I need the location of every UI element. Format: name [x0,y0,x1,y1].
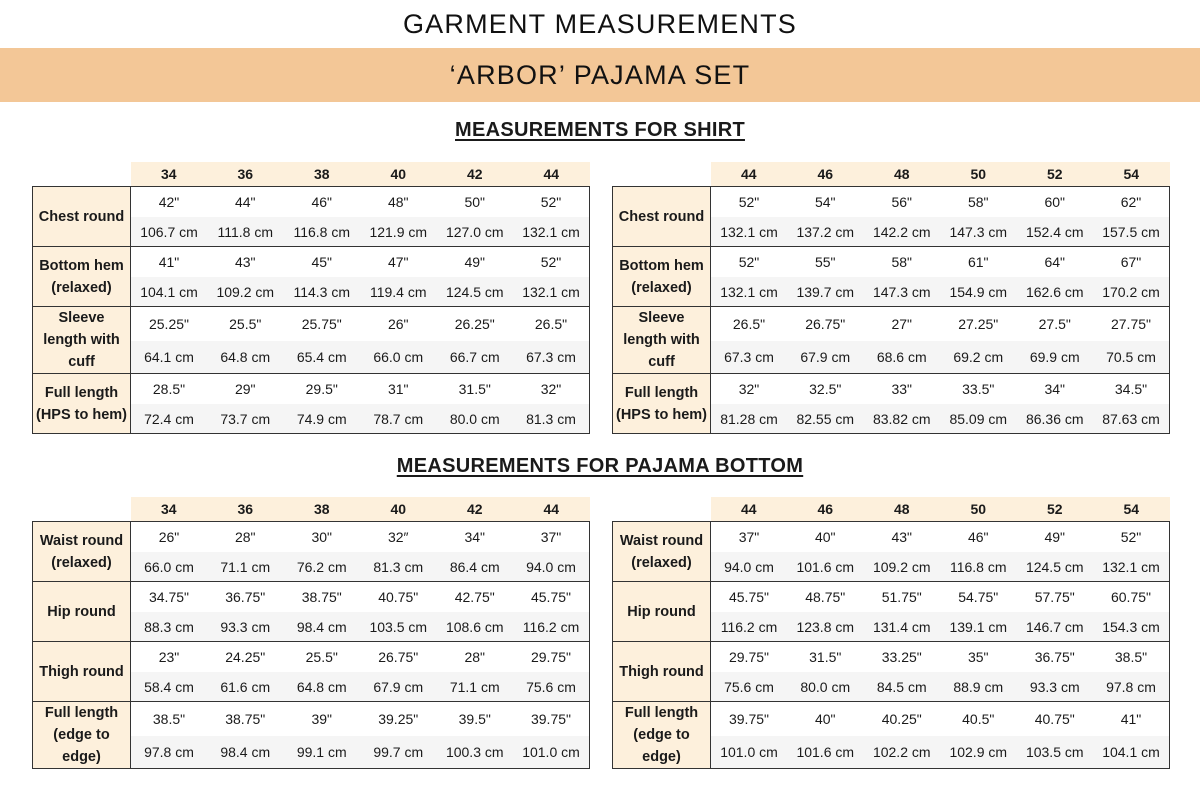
shirt-table-small-sizes [32,162,590,434]
value-cm: 101.6 cm [787,552,864,582]
value-cm: 84.5 cm [864,672,941,702]
value-inches: 27.25" [940,307,1017,341]
value-inches: 33.25" [864,642,941,673]
value-inches: 26" [131,522,208,553]
value-inches: 62" [1093,187,1170,218]
corner-cell [33,162,131,187]
value-cm: 86.4 cm [437,552,514,582]
value-inches: 39.75" [711,702,788,736]
value-inches: 31.5" [437,374,514,405]
shirt-table-large-sizes [612,162,1170,434]
value-cm: 64.8 cm [284,672,361,702]
value-inches: 26.25" [437,307,514,341]
value-inches: 27" [864,307,941,341]
value-inches: 46" [940,522,1017,553]
value-inches: 50" [437,187,514,218]
value-inches: 26.5" [711,307,788,341]
value-inches: 23" [131,642,208,673]
value-cm: 94.0 cm [711,552,788,582]
value-cm: 74.9 cm [284,404,361,434]
measurement-row-inches [613,307,1170,341]
value-cm: 66.7 cm [437,341,514,374]
value-cm: 124.5 cm [437,277,514,307]
size-header: 44 [711,497,788,522]
value-inches: 32" [711,374,788,405]
value-inches: 67" [1093,247,1170,278]
value-cm: 87.63 cm [1093,404,1170,434]
value-inches: 32.5" [787,374,864,405]
value-cm: 157.5 cm [1093,217,1170,247]
value-cm: 100.3 cm [437,736,514,769]
value-cm: 69.9 cm [1017,341,1094,374]
measurement-row-inches [33,642,590,673]
size-header: 48 [864,497,941,522]
size-header: 54 [1093,162,1170,187]
value-cm: 101.6 cm [787,736,864,769]
value-inches: 41" [1093,702,1170,736]
value-inches: 41" [131,247,208,278]
size-header: 36 [207,497,284,522]
measurement-label: Waist round (relaxed) [613,522,711,582]
value-inches: 52" [1093,522,1170,553]
value-inches: 54.75" [940,582,1017,613]
value-cm: 97.8 cm [131,736,208,769]
measurement-row-inches [613,642,1170,673]
value-inches: 32" [513,374,590,405]
value-inches: 38.75" [207,702,284,736]
value-cm: 64.8 cm [207,341,284,374]
measurement-label: Waist round (relaxed) [33,522,131,582]
value-cm: 132.1 cm [513,217,590,247]
value-inches: 38.5" [131,702,208,736]
value-cm: 114.3 cm [284,277,361,307]
value-inches: 40.75" [1017,702,1094,736]
value-inches: 25.5" [284,642,361,673]
value-cm: 132.1 cm [711,217,788,247]
value-cm: 147.3 cm [864,277,941,307]
value-inches: 38.5" [1093,642,1170,673]
value-cm: 75.6 cm [711,672,788,702]
value-inches: 31" [360,374,437,405]
value-cm: 99.1 cm [284,736,361,769]
value-inches: 40.75" [360,582,437,613]
value-cm: 103.5 cm [360,612,437,642]
measurement-row-inches [33,374,590,405]
value-cm: 76.2 cm [284,552,361,582]
value-cm: 67.3 cm [513,341,590,374]
value-inches: 37" [513,522,590,553]
value-cm: 116.2 cm [711,612,788,642]
value-cm: 67.3 cm [711,341,788,374]
value-inches: 58" [940,187,1017,218]
value-inches: 47" [360,247,437,278]
measurement-label: Chest round [33,187,131,247]
size-header-row [33,162,590,187]
value-inches: 27.5" [1017,307,1094,341]
value-cm: 132.1 cm [513,277,590,307]
value-inches: 58" [864,247,941,278]
product-banner [0,48,1200,102]
value-inches: 25.5" [207,307,284,341]
value-inches: 54" [787,187,864,218]
value-inches: 26" [360,307,437,341]
value-cm: 137.2 cm [787,217,864,247]
value-inches: 40.5" [940,702,1017,736]
value-cm: 72.4 cm [131,404,208,434]
measurement-label: Full length (HPS to hem) [613,374,711,434]
value-cm: 61.6 cm [207,672,284,702]
measurement-label: Full length (edge to edge) [33,702,131,769]
value-cm: 108.6 cm [437,612,514,642]
value-inches: 39.5" [437,702,514,736]
value-cm: 71.1 cm [207,552,284,582]
measurement-row-inches [33,522,590,553]
size-header: 44 [513,497,590,522]
value-cm: 88.9 cm [940,672,1017,702]
value-inches: 52" [711,247,788,278]
size-header: 42 [437,162,514,187]
value-inches: 45" [284,247,361,278]
value-inches: 52" [513,187,590,218]
value-inches: 29" [207,374,284,405]
size-header: 44 [711,162,788,187]
value-cm: 132.1 cm [1093,552,1170,582]
value-inches: 40" [787,522,864,553]
value-cm: 121.9 cm [360,217,437,247]
value-cm: 64.1 cm [131,341,208,374]
measurement-label: Thigh round [33,642,131,702]
value-inches: 29.75" [513,642,590,673]
value-cm: 80.0 cm [787,672,864,702]
size-header: 36 [207,162,284,187]
value-cm: 75.6 cm [513,672,590,702]
size-header: 50 [940,162,1017,187]
corner-cell [613,162,711,187]
measurement-row-inches [33,187,590,218]
value-inches: 43" [207,247,284,278]
measurement-row-inches [613,247,1170,278]
value-inches: 57.75" [1017,582,1094,613]
value-cm: 139.1 cm [940,612,1017,642]
value-cm: 93.3 cm [1017,672,1094,702]
measurement-label: Bottom hem (relaxed) [33,247,131,307]
value-inches: 60.75" [1093,582,1170,613]
value-inches: 39.25" [360,702,437,736]
value-inches: 42" [131,187,208,218]
size-header: 44 [513,162,590,187]
value-cm: 80.0 cm [437,404,514,434]
measurement-label: Full length (HPS to hem) [33,374,131,434]
value-cm: 104.1 cm [1093,736,1170,769]
value-cm: 88.3 cm [131,612,208,642]
size-header-row [33,497,590,522]
value-cm: 103.5 cm [1017,736,1094,769]
value-cm: 70.5 cm [1093,341,1170,374]
value-cm: 116.8 cm [940,552,1017,582]
size-header-row [613,497,1170,522]
measurement-label: Full length (edge to edge) [613,702,711,769]
value-cm: 109.2 cm [207,277,284,307]
product-name: ‘ARBOR’ PAJAMA SET [449,59,751,90]
value-cm: 146.7 cm [1017,612,1094,642]
value-cm: 106.7 cm [131,217,208,247]
bottom-table-large-sizes [612,497,1170,769]
value-inches: 43" [864,522,941,553]
measurement-row-inches [33,307,590,341]
value-inches: 42.75" [437,582,514,613]
value-inches: 49" [1017,522,1094,553]
value-inches: 36.75" [207,582,284,613]
value-inches: 27.75" [1093,307,1170,341]
value-cm: 124.5 cm [1017,552,1094,582]
measurement-row-inches [33,582,590,613]
value-inches: 26.5" [513,307,590,341]
value-cm: 154.9 cm [940,277,1017,307]
measurement-row-inches [613,702,1170,736]
value-inches: 35" [940,642,1017,673]
value-cm: 78.7 cm [360,404,437,434]
value-inches: 39" [284,702,361,736]
measurement-row-inches [613,582,1170,613]
value-inches: 64" [1017,247,1094,278]
size-header: 40 [360,162,437,187]
value-cm: 123.8 cm [787,612,864,642]
value-inches: 51.75" [864,582,941,613]
corner-cell [33,497,131,522]
value-cm: 67.9 cm [787,341,864,374]
value-cm: 119.4 cm [360,277,437,307]
size-header: 34 [131,162,208,187]
value-cm: 97.8 cm [1093,672,1170,702]
value-cm: 98.4 cm [284,612,361,642]
value-inches: 61" [940,247,1017,278]
value-inches: 34" [437,522,514,553]
measurement-label: Sleeve length with cuff [613,307,711,374]
value-inches: 49" [437,247,514,278]
value-cm: 162.6 cm [1017,277,1094,307]
size-header: 52 [1017,162,1094,187]
measurement-row-inches [613,187,1170,218]
size-header: 38 [284,497,361,522]
value-cm: 170.2 cm [1093,277,1170,307]
value-cm: 139.7 cm [787,277,864,307]
value-cm: 68.6 cm [864,341,941,374]
size-header: 38 [284,162,361,187]
value-cm: 102.2 cm [864,736,941,769]
value-cm: 93.3 cm [207,612,284,642]
value-cm: 73.7 cm [207,404,284,434]
value-cm: 86.36 cm [1017,404,1094,434]
size-header: 54 [1093,497,1170,522]
value-inches: 56" [864,187,941,218]
measurement-row-inches [613,374,1170,405]
value-cm: 152.4 cm [1017,217,1094,247]
measurement-row-inches [613,522,1170,553]
value-inches: 25.75" [284,307,361,341]
value-cm: 99.7 cm [360,736,437,769]
bottom-section-title: MEASUREMENTS FOR PAJAMA BOTTOM [396,455,804,477]
value-cm: 98.4 cm [207,736,284,769]
value-cm: 82.55 cm [787,404,864,434]
value-cm: 116.8 cm [284,217,361,247]
value-inches: 44" [207,187,284,218]
value-inches: 29.5" [284,374,361,405]
size-header: 34 [131,497,208,522]
value-cm: 85.09 cm [940,404,1017,434]
value-cm: 104.1 cm [131,277,208,307]
value-inches: 36.75" [1017,642,1094,673]
value-inches: 34.75" [131,582,208,613]
value-cm: 109.2 cm [864,552,941,582]
measurement-label: Sleeve length with cuff [33,307,131,374]
value-inches: 60" [1017,187,1094,218]
value-cm: 101.0 cm [711,736,788,769]
value-inches: 25.25" [131,307,208,341]
size-header: 42 [437,497,514,522]
measurement-row-inches [33,247,590,278]
value-cm: 101.0 cm [513,736,590,769]
value-inches: 32″ [360,522,437,553]
value-cm: 81.28 cm [711,404,788,434]
value-inches: 39.75" [513,702,590,736]
size-header: 50 [940,497,1017,522]
value-inches: 45.75" [513,582,590,613]
measurement-label: Hip round [613,582,711,642]
measurement-label: Chest round [613,187,711,247]
value-cm: 116.2 cm [513,612,590,642]
value-cm: 132.1 cm [711,277,788,307]
value-cm: 58.4 cm [131,672,208,702]
value-cm: 65.4 cm [284,341,361,374]
value-cm: 142.2 cm [864,217,941,247]
value-cm: 67.9 cm [360,672,437,702]
corner-cell [613,497,711,522]
size-header: 46 [787,497,864,522]
size-header: 40 [360,497,437,522]
value-inches: 40" [787,702,864,736]
page-title: GARMENT MEASUREMENTS [402,8,798,39]
value-inches: 46" [284,187,361,218]
value-inches: 28" [437,642,514,673]
value-cm: 66.0 cm [360,341,437,374]
measurement-label: Bottom hem (relaxed) [613,247,711,307]
value-cm: 81.3 cm [513,404,590,434]
value-cm: 154.3 cm [1093,612,1170,642]
value-inches: 45.75" [711,582,788,613]
value-inches: 48" [360,187,437,218]
value-cm: 66.0 cm [131,552,208,582]
value-cm: 127.0 cm [437,217,514,247]
value-inches: 33" [864,374,941,405]
value-inches: 28" [207,522,284,553]
value-inches: 29.75" [711,642,788,673]
value-cm: 71.1 cm [437,672,514,702]
value-inches: 34.5" [1093,374,1170,405]
measurement-label: Hip round [33,582,131,642]
value-inches: 30" [284,522,361,553]
value-cm: 94.0 cm [513,552,590,582]
value-inches: 52" [513,247,590,278]
bottom-table-small-sizes [32,497,590,769]
measurement-label: Thigh round [613,642,711,702]
value-inches: 55" [787,247,864,278]
value-cm: 81.3 cm [360,552,437,582]
size-header: 46 [787,162,864,187]
value-inches: 48.75" [787,582,864,613]
value-inches: 40.25" [864,702,941,736]
measurement-row-inches [33,702,590,736]
shirt-section-title: MEASUREMENTS FOR SHIRT [455,119,745,141]
value-inches: 52" [711,187,788,218]
size-header: 48 [864,162,941,187]
value-cm: 83.82 cm [864,404,941,434]
value-inches: 31.5" [787,642,864,673]
value-inches: 26.75" [360,642,437,673]
value-inches: 26.75" [787,307,864,341]
value-inches: 34" [1017,374,1094,405]
value-inches: 38.75" [284,582,361,613]
value-cm: 69.2 cm [940,341,1017,374]
value-inches: 24.25" [207,642,284,673]
value-cm: 147.3 cm [940,217,1017,247]
size-header: 52 [1017,497,1094,522]
value-cm: 131.4 cm [864,612,941,642]
value-inches: 33.5" [940,374,1017,405]
value-inches: 28.5" [131,374,208,405]
value-inches: 37" [711,522,788,553]
value-cm: 111.8 cm [207,217,284,247]
value-cm: 102.9 cm [940,736,1017,769]
size-header-row [613,162,1170,187]
